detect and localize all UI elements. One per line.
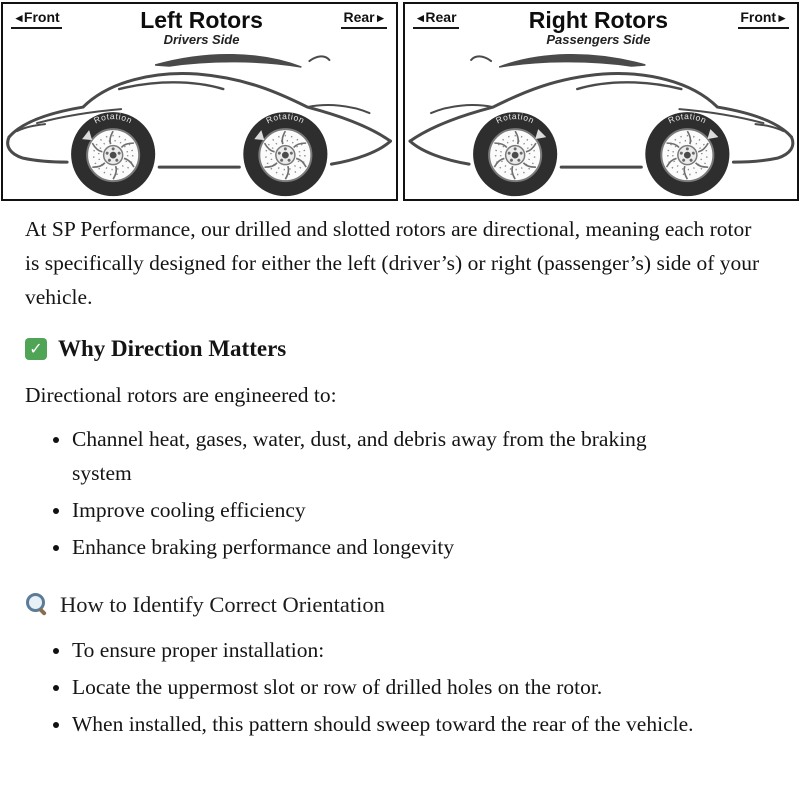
section-heading-identify-orientation (25, 591, 775, 618)
right-panel-header (405, 4, 798, 47)
front-rotor (87, 129, 139, 181)
right-car-illustration (405, 47, 798, 199)
arrow-left-icon: ◄ (414, 11, 426, 25)
list-item: • To ensure proper installation: (72, 634, 762, 668)
article-body (0, 201, 800, 741)
right-rotors-panel (403, 2, 800, 201)
arrow-right-icon: ► (374, 11, 386, 25)
rotation-label: Rotation (92, 111, 135, 126)
panel-subtitle: Passengers Side (546, 32, 651, 48)
section-heading-why-direction-matters (25, 335, 775, 363)
direction-text: Front (740, 9, 777, 25)
direction-text: Rear (343, 9, 375, 25)
left-rotors-panel (1, 2, 398, 201)
engineered-to-paragraph: Directional rotors are engineered to: (25, 382, 337, 407)
panel-subtitle: Drivers Side (163, 32, 240, 48)
section-heading-text: Why Direction Matters (58, 336, 287, 362)
rear-rotor (489, 129, 541, 181)
panel-title: Right Rotors (528, 7, 669, 33)
section-heading-text: How to Identify Correct Orientation (60, 591, 385, 617)
direction-text: Front (23, 9, 60, 25)
rotation-label: Rotation (264, 111, 307, 126)
list-item: • When installed, this pattern should sweep toward the rear of the vehicle. (72, 708, 762, 742)
rotation-label: Rotation (493, 111, 536, 126)
rotation-label: Rotation (665, 111, 708, 126)
front-direction-label (11, 9, 62, 29)
list-item: • Improve cooling efficiency (72, 494, 672, 528)
arrow-right-icon: ► (776, 11, 787, 25)
benefits-list (25, 423, 775, 565)
direction-text: Rear (425, 9, 457, 25)
list-item: • Channel heat, gases, water, dust, and debris away from the braking system (72, 423, 672, 491)
magnifier-icon (25, 592, 49, 616)
rear-direction-label (413, 9, 459, 29)
left-panel-header (3, 4, 396, 47)
arrow-left-icon: ◄ (13, 11, 24, 25)
orientation-steps-list (25, 634, 775, 742)
left-panel-title-block (140, 8, 263, 47)
list-item: • Enhance braking performance and longevity (72, 531, 672, 565)
rear-rotor (259, 129, 311, 181)
rotor-direction-figure (0, 0, 800, 201)
front-rotor (661, 129, 713, 181)
list-item: • Locate the uppermost slot or row of drilled holes on the rotor. (72, 671, 762, 705)
panel-title: Left Rotors (140, 7, 263, 33)
left-car-illustration (3, 47, 396, 199)
check-mark-icon (25, 338, 47, 360)
intro-paragraph: At SP Performance, our drilled and slotted rotors are directional, meaning each rotor is specifically designed for either the left (driver’s) or right (passenger’s) side of your vehicle. (25, 217, 760, 310)
rear-direction-label (341, 9, 387, 29)
front-direction-label (738, 9, 789, 29)
right-panel-title-block (529, 8, 668, 47)
